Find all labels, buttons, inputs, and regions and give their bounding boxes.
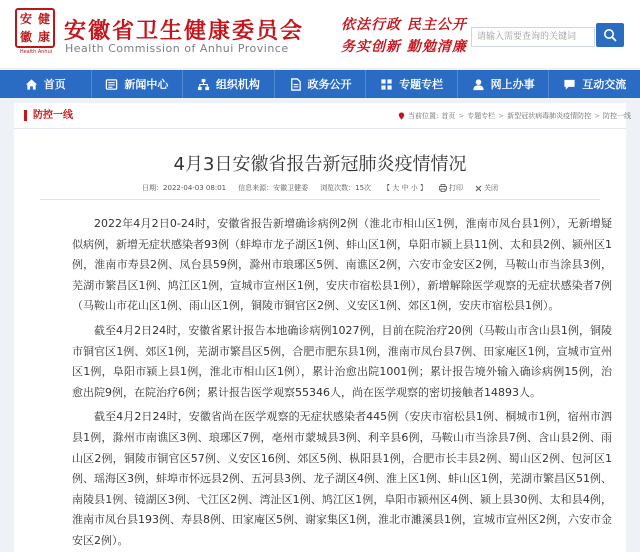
nav-item-interaction[interactable] <box>549 70 640 98</box>
nav-label: 新闻中心 <box>124 78 169 91</box>
nav-item-gov-affairs[interactable] <box>275 70 367 98</box>
print-icon <box>439 184 447 192</box>
logo-char: 徽 <box>19 30 32 44</box>
site-subtitle: Health Commission of Anhui Province <box>65 42 289 55</box>
nav-label: 政务公开 <box>307 78 352 91</box>
org-icon <box>197 78 210 91</box>
close-button[interactable] <box>475 183 498 193</box>
article-title: 4月3日安徽省报告新冠肺炎疫情情况 <box>173 154 467 175</box>
article-paragraph: 2022年4月2日0-24时，安徽省报告新增确诊病例2例（淮北市相山区1例，淮南市凤台县1例），无新增疑似病例，新增无症状感染者93例（蚌埠市龙子湖区1例、蚌山区1例，阜阳市颍上县11例、太和县2例、颍州区1例，淮南市寿县2例、凤台县59例，滁州市琅琊区5例、南谯区2例，六安市金安区2例，马鞍山市当涂县3例，芜湖市繁昌区1例、鸠江区1例，宣城市宣州区1例，安庆市宿松县1例），新增解除医学观察的无症状感染者7例（马鞍山市花山区1例、雨山区1例，铜陵市铜官区2例、义安区1例、郊区1例，安庆市宿松县1例）。 <box>72 217 612 313</box>
service-icon <box>472 78 485 91</box>
document-icon <box>289 78 302 91</box>
print-label: 打印 <box>448 184 463 192</box>
meta-source: 信息来源：安徽卫健委 <box>238 184 309 192</box>
nav-label: 组织机构 <box>215 78 260 91</box>
topic-icon <box>380 78 393 91</box>
main-nav <box>0 70 640 98</box>
logo-char: 康 <box>37 30 50 44</box>
font-size-switch[interactable]: 【 大 中 小 】 <box>383 184 427 192</box>
breadcrumb-separator: > <box>594 112 600 120</box>
site-title[interactable]: 安徽省卫生健康委员会 <box>64 19 305 44</box>
breadcrumb-current[interactable]: 防控一线 <box>602 112 631 120</box>
section-title: 防控一线 <box>24 110 73 121</box>
nav-label: 专题专栏 <box>399 78 444 91</box>
article-paragraph: 截至4月2日24时，安徽省累计报告本地确诊病例1027例，目前在院治疗20例（马鞍山市含山县1例，铜陵市铜官区1例、郊区1例，芜湖市繁昌区5例，合肥市肥东县1例，淮南市凤台县7例、田家庵区1例，宣城市宣州区1例，阜阳市颍上县1例，淮北市相山区1例），累计治愈出院1001例；累计报告境外输入确诊病例15例，治愈出院9例，在院治疗6例；累计报告医学观察55346人，尚在医学观察的密切接触者14893人。 <box>72 323 612 399</box>
breadcrumb-prefix: 当前位置: <box>408 112 439 120</box>
nav-label: 首页 <box>43 78 66 91</box>
chat-icon <box>563 78 576 91</box>
site-header <box>0 0 640 68</box>
print-button[interactable] <box>439 183 463 193</box>
breadcrumb-separator: > <box>498 112 505 120</box>
breadcrumb-covid[interactable]: 新型冠状病毒肺炎疫情防控 <box>507 112 592 120</box>
slogan-line-1: 依法行政 民主公开 <box>341 17 467 33</box>
article-paragraph: 截至4月2日24时，安徽省尚在医学观察的无症状感染者445例（安庆市宿松县1例、桐城市1例，宿州市泗县1例，滁州市南谯区3例、琅琊区7例，亳州市蒙城县3例、利辛县6例，马鞍山市当涂县7例、含山县2例、雨山区2例，铜陵市铜官区57例、义安区16例、郊区5例、枞阳县1例，合肥市长丰县2例、蜀山区2例、包河区1例、瑶海区3例，蚌埠市怀远县2例、五河县3例、龙子湖区4例、淮上区1例、蚌山区1例，芜湖市繁昌区51例、南陵县1例、镜湖区3例、弋江区2例、湾沚区1例、鸠江区1例，阜阳市颍州区4例、颍上县30例、太和县4例，淮南市凤台县193例、寿县8例、田家庵区5例、谢家集区1例，淮北市濉溪县1例，宣城市宣州区2例，六安市金安区2例）。 <box>72 410 612 547</box>
meta-date: 日期：2022-04-03 08:01 <box>142 184 227 192</box>
close-label: 关闭 <box>483 184 498 192</box>
meta-views: 浏览次数：15次 <box>320 184 372 192</box>
meta-divider <box>40 199 600 200</box>
content-card <box>14 103 631 552</box>
site-logo[interactable] <box>15 8 55 56</box>
nav-item-org[interactable] <box>183 70 275 98</box>
search-icon <box>603 28 617 42</box>
section-bar <box>14 103 631 129</box>
search-button[interactable] <box>596 23 624 47</box>
news-icon <box>105 78 118 91</box>
nav-item-online-service[interactable] <box>458 70 550 98</box>
breadcrumb-topics[interactable]: 专题专栏 <box>467 112 496 120</box>
location-icon <box>398 112 405 120</box>
home-icon <box>25 78 38 91</box>
nav-item-topics[interactable] <box>366 70 458 98</box>
breadcrumb-separator: > <box>458 112 465 120</box>
nav-item-news[interactable] <box>92 70 184 98</box>
article-meta <box>14 183 626 193</box>
close-icon <box>475 185 482 192</box>
slogan-line-2: 务实创新 勤勉清廉 <box>341 39 467 55</box>
breadcrumb-home[interactable]: 首页 <box>441 112 456 120</box>
breadcrumb <box>398 111 631 121</box>
article-body <box>72 214 612 552</box>
logo-char: 安 <box>19 12 32 26</box>
nav-label: 网上办事 <box>490 78 535 91</box>
logo-mark <box>15 8 55 48</box>
nav-label: 互动交流 <box>582 78 627 91</box>
logo-caption: Health Anhui <box>19 49 53 55</box>
logo-char: 健 <box>37 12 50 26</box>
nav-item-home[interactable] <box>0 70 92 98</box>
search-input[interactable] <box>471 27 595 47</box>
